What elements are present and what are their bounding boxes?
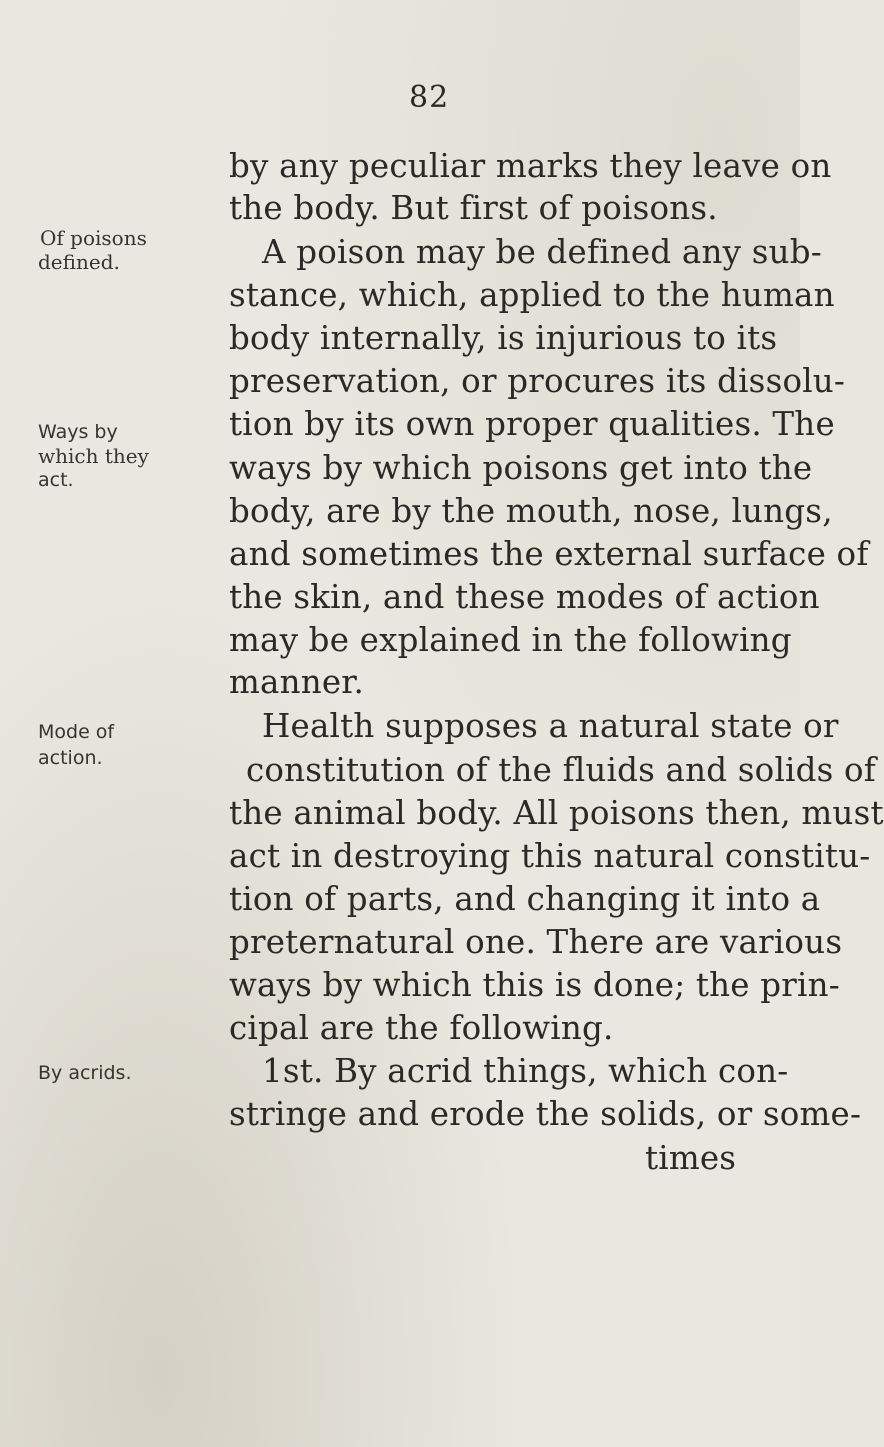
catchword: times	[645, 1139, 737, 1177]
side-note: which they	[38, 444, 149, 468]
body-line: the skin, and these modes of action	[229, 578, 820, 616]
side-note: Ways by	[38, 421, 118, 443]
body-line: preternatural one. There are various	[229, 923, 843, 961]
body-line: and sometimes the external surface of	[229, 535, 869, 573]
body-line: Health supposes a natural state or	[262, 707, 839, 745]
body-line: ways by which poisons get into the	[229, 449, 813, 487]
body-line: preservation, or procures its dissolu-	[229, 362, 846, 400]
side-note: By acrids.	[38, 1062, 132, 1084]
body-line: tion by its own proper qualities. The	[229, 405, 835, 443]
body-line: 1st. By acrid things, which con-	[262, 1052, 789, 1090]
body-line: constitution of the fluids and solids of	[246, 751, 877, 789]
body-line: may be explained in the following	[229, 621, 792, 659]
body-line: tion of parts, and changing it into a	[229, 880, 821, 918]
body-line: the animal body. All poisons then, must	[229, 794, 884, 832]
side-note: act.	[38, 469, 74, 491]
body-line: act in destroying this natural constitu-	[229, 837, 871, 875]
body-line: body, are by the mouth, nose, lungs,	[229, 492, 833, 530]
body-line: stance, which, applied to the human	[229, 276, 835, 314]
page-number: 82	[409, 80, 450, 115]
body-line: by any peculiar marks they leave on	[229, 147, 832, 185]
body-line: stringe and erode the solids, or some-	[229, 1095, 862, 1133]
body-line: manner.	[229, 663, 364, 701]
side-note: Of poisons	[40, 226, 147, 250]
body-line: body internally, is injurious to its	[229, 319, 778, 357]
body-line: A poison may be defined any sub-	[262, 233, 822, 271]
side-note: action.	[38, 747, 103, 769]
side-note: defined.	[38, 250, 120, 274]
side-note: Mode of	[38, 721, 115, 743]
body-line: the body. But first of poisons.	[229, 189, 718, 227]
body-line: ways by which this is done; the prin-	[229, 966, 840, 1004]
body-line: cipal are the following.	[229, 1009, 614, 1047]
